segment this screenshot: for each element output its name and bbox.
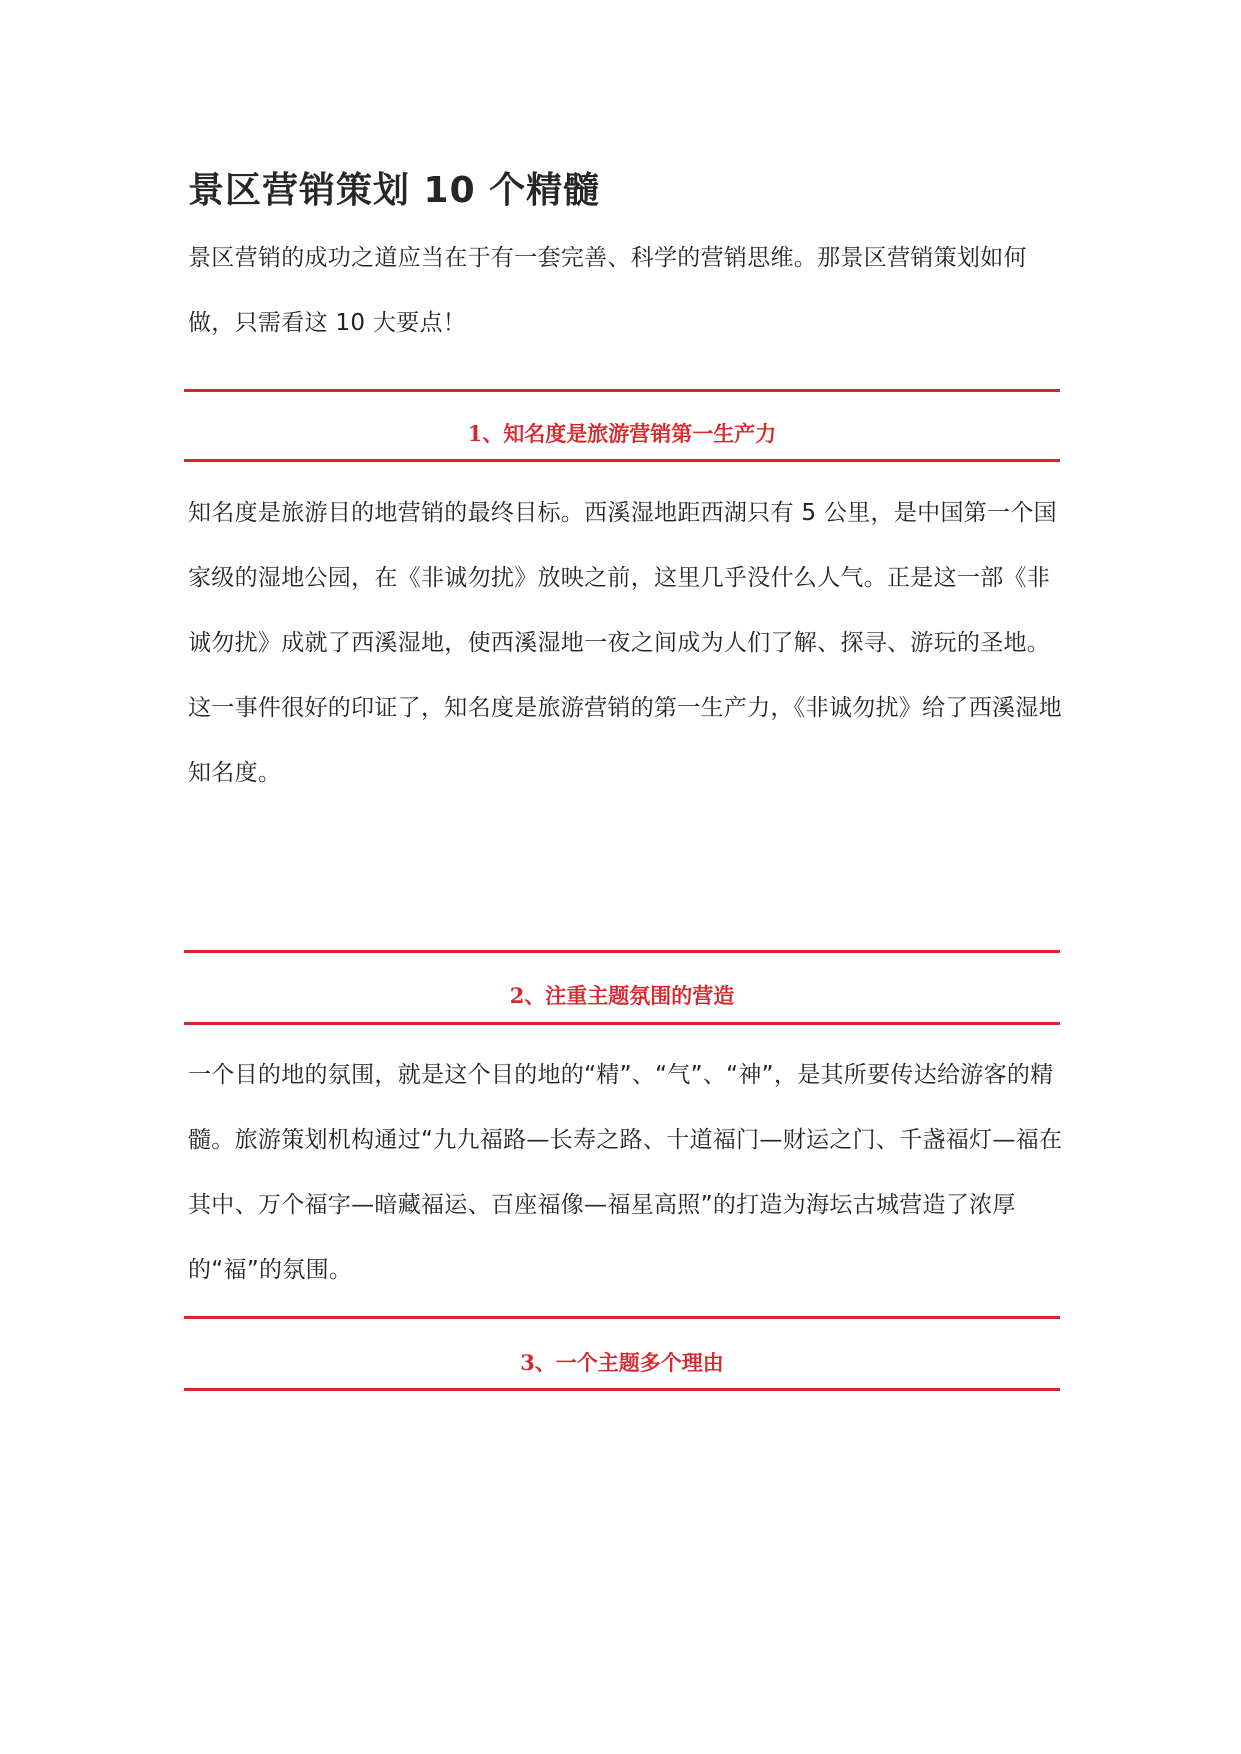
section-2-heading: 2、注重主题氛围的营造: [509, 983, 735, 1008]
section-2-top-rule: [184, 950, 1060, 953]
section-3-top-rule: [184, 1316, 1060, 1319]
section-3-heading: 3、一个主题多个理由: [520, 1350, 724, 1375]
document-title: 景区营销策划 10 个精髓: [188, 170, 601, 211]
section-2-bottom-rule: [184, 1022, 1060, 1025]
section-1-top-rule: [184, 389, 1060, 392]
section-1-heading: 1、知名度是旅游营销第一生产力: [467, 421, 777, 446]
section-2-body: 一个目的地的氛围，就是这个目的地的“精”、“气”、“神”，是其所要传达给游客的精髓。旅游策划机构通过“九九福路—长寿之路、十道福门—财运之门、千盏福灯—福在其中、万个福字—暗藏福运、百座福像—福星高照”的打造为海坛古城营造了浓厚的“福”的氛围。: [188, 1062, 1063, 1283]
intro-paragraph: 景区营销的成功之道应当在于有一套完善、科学的营销思维。那景区营销策划如何做，只需看这 10 大要点！: [188, 245, 1027, 336]
section-1-body: 知名度是旅游目的地营销的最终目标。西溪湿地距西湖只有 5 公里，是中国第一个国家级的湿地公园，在《非诚勿扰》放映之前，这里几乎没什么人气。正是这一部《非诚勿扰》成就了西溪湿地，使西溪湿地一夜之间成为人们了解、探寻、游玩的圣地。这一事件很好的印证了，知名度是旅游营销的第一生产力，《非诚勿扰》给了西溪湿地知名度。: [188, 500, 1062, 786]
section-3-bottom-rule: [184, 1388, 1060, 1391]
section-1-bottom-rule: [184, 459, 1060, 462]
